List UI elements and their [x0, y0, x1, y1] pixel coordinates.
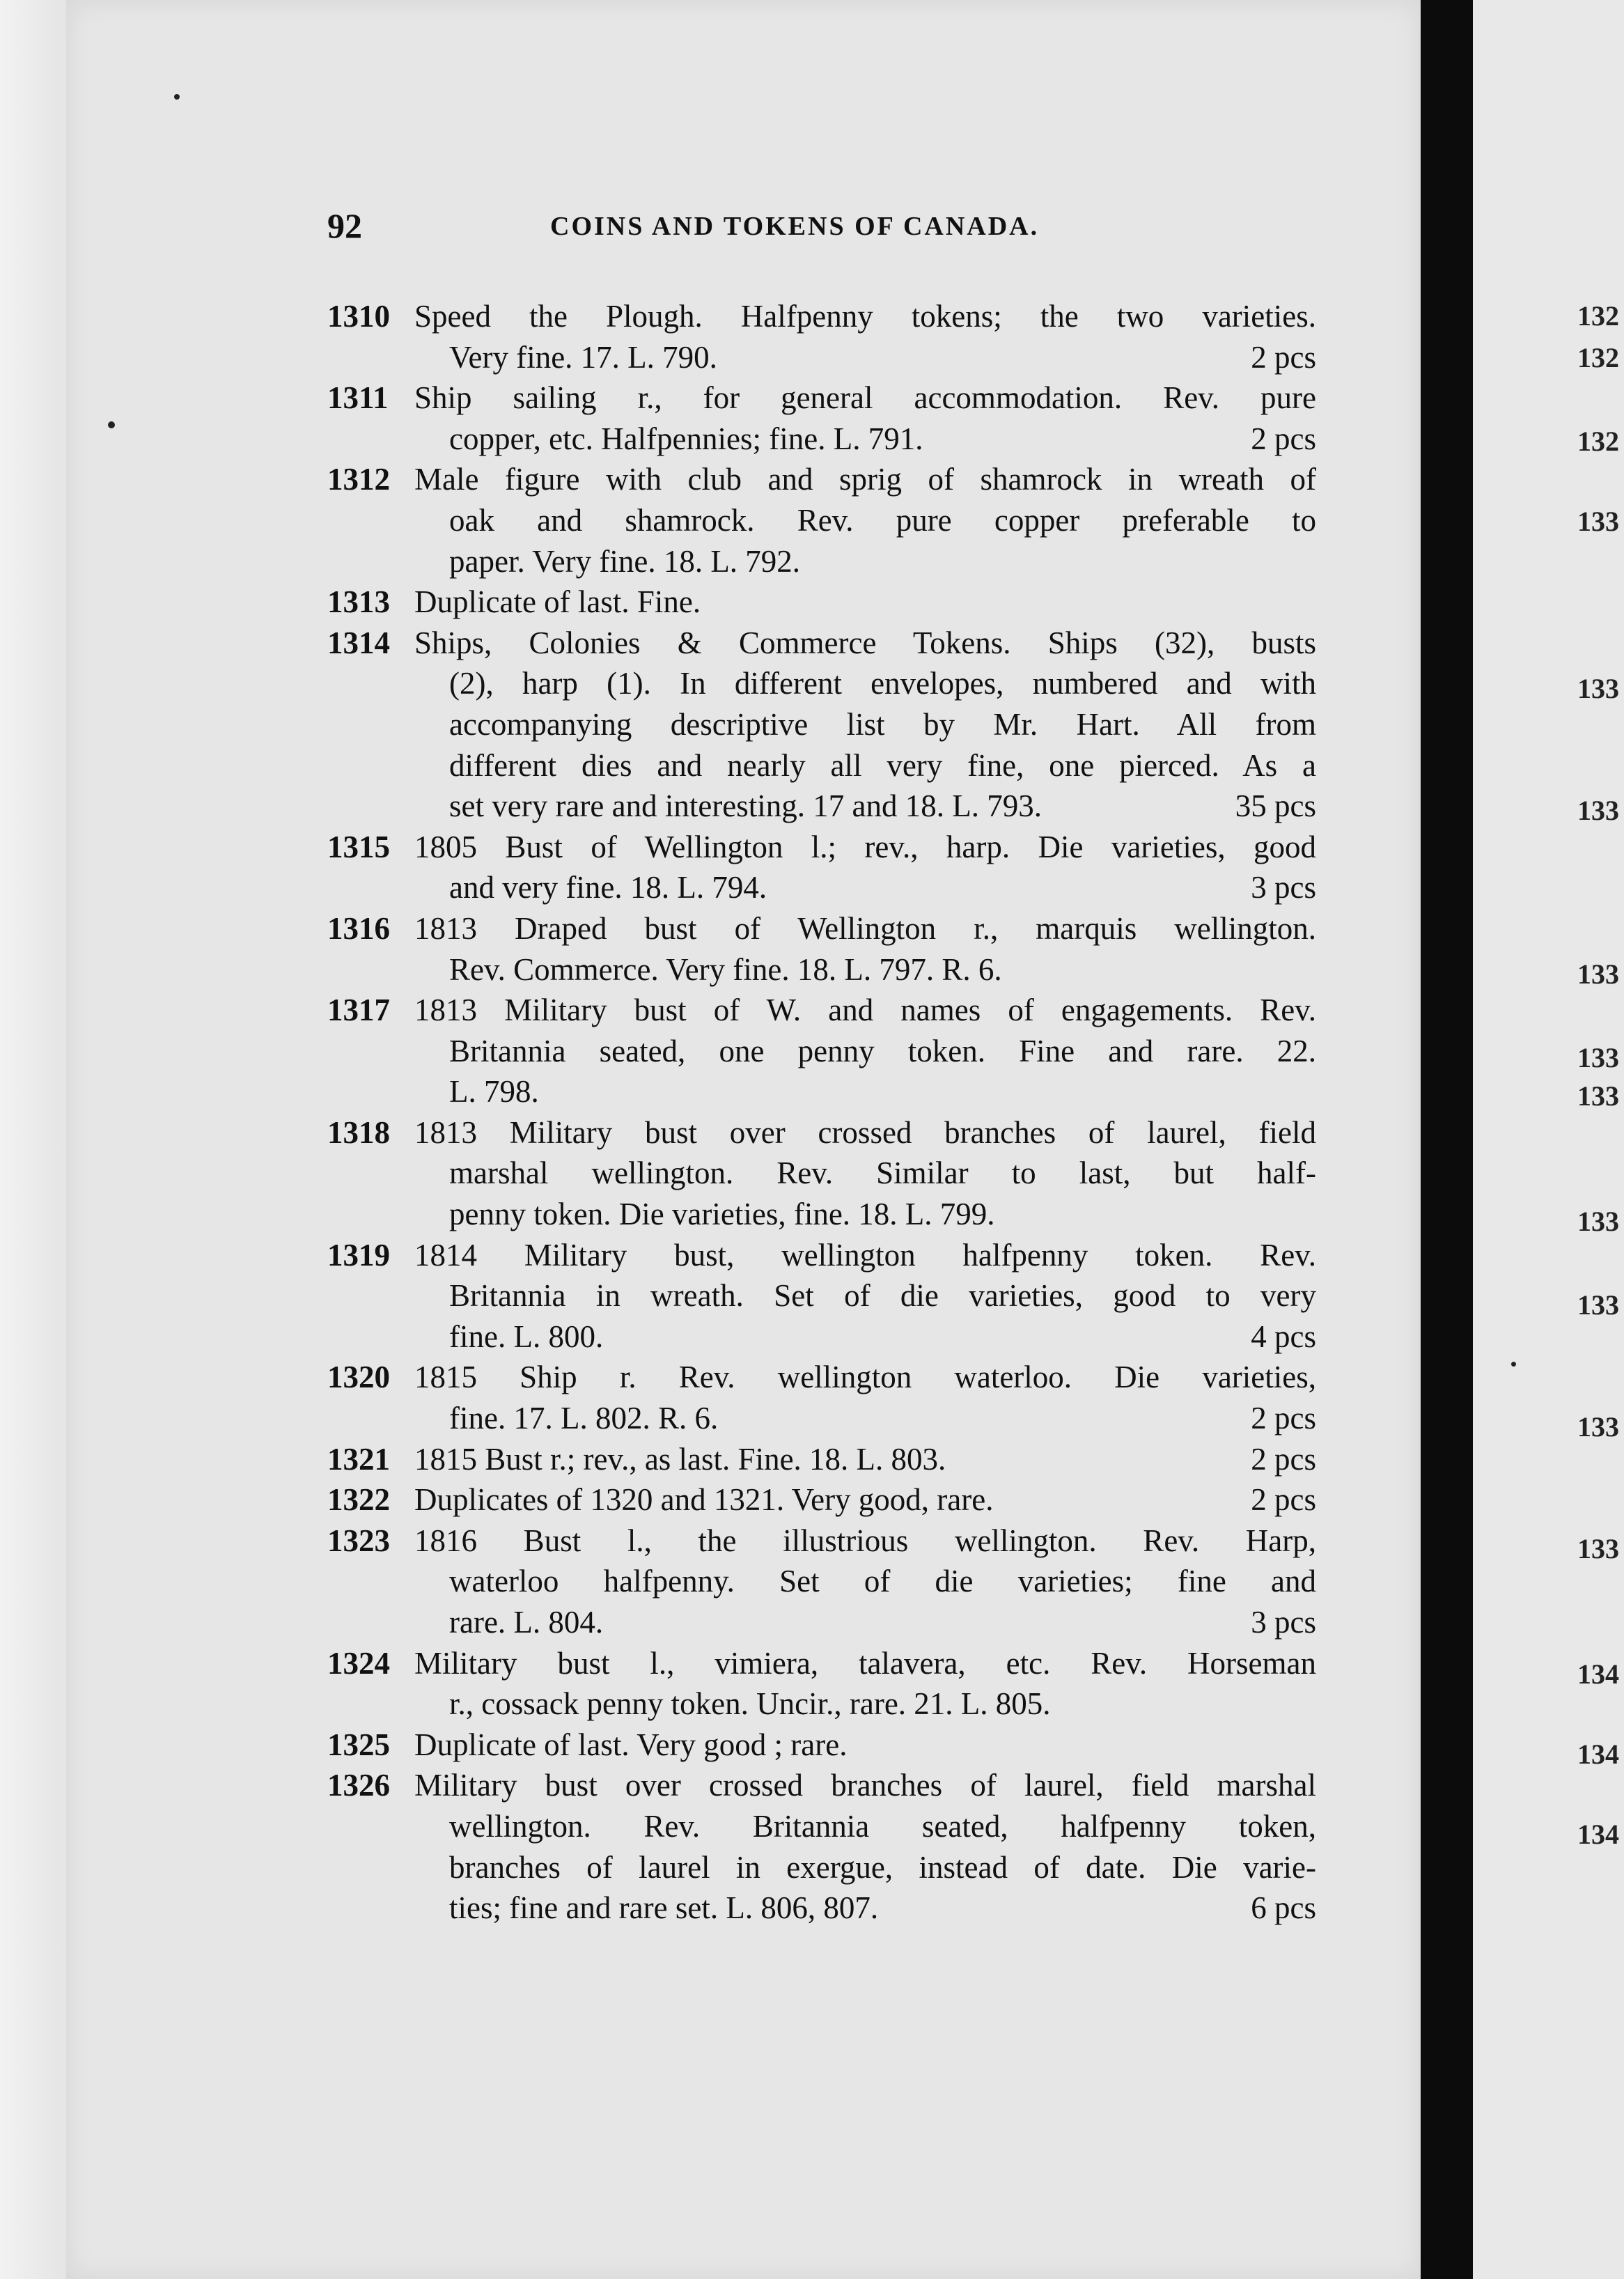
entry-text: 1815 Ship r. Rev. wellington waterloo. Die varieties,	[414, 1360, 1316, 1395]
entry-text: Ships, Colonies & Commerce Tokens. Ships (32), busts	[414, 625, 1316, 660]
lot-number: 1319	[327, 1237, 390, 1273]
entry-line	[327, 1439, 1316, 1480]
entry-line	[327, 1112, 1316, 1153]
entry-text: paper. Very fine. 18. L. 792.	[449, 543, 801, 579]
lot-number: 1316	[327, 910, 390, 946]
entry-line	[327, 1847, 1316, 1888]
book-spine	[1421, 0, 1473, 2279]
quantity: 4 pcs	[1251, 1319, 1316, 1354]
entry-text: L. 798.	[449, 1074, 539, 1110]
quantity: 2 pcs	[1251, 1482, 1316, 1518]
entry-line	[327, 1561, 1316, 1602]
entry-text: Duplicate of last. Very good ; rare.	[414, 1727, 848, 1762]
entry-line	[327, 663, 1316, 704]
lot-number: 1311	[327, 380, 389, 416]
entry-text: 1813 Draped bust of Wellington r., marquis wellington.	[414, 910, 1316, 946]
ink-speck	[108, 421, 115, 428]
adjacent-lot-number: 134	[1577, 1739, 1619, 1770]
catalogue-entry	[327, 1235, 1316, 1358]
quantity: 2 pcs	[1251, 1441, 1316, 1477]
entry-line	[327, 337, 1316, 378]
entry-text: oak and shamrock. Rev. pure copper preferable to	[449, 502, 1316, 538]
entry-line	[327, 745, 1316, 786]
entry-line	[327, 1357, 1316, 1398]
entry-line	[327, 1643, 1316, 1684]
entry-line	[327, 1235, 1316, 1276]
adjacent-lot-number: 133	[1577, 1289, 1619, 1321]
entry-text: 1815 Bust r.; rev., as last. Fine. 18. L. 803.	[414, 1441, 946, 1477]
adjacent-lot-number: 133	[1577, 1042, 1619, 1073]
entry-text: Britannia seated, one penny token. Fine and rare. 22.	[449, 1033, 1316, 1068]
entry-line	[327, 990, 1316, 1031]
page-header	[327, 205, 1323, 254]
entry-text: 1813 Military bust over crossed branches of laurel, field	[414, 1114, 1316, 1150]
entry-text: accompanying descriptive list by Mr. Hart. All from	[449, 706, 1316, 742]
entry-text: Very fine. 17. L. 790.	[449, 339, 717, 375]
entry-text: 1814 Military bust, wellington halfpenny token. Rev.	[414, 1237, 1316, 1273]
catalogue-entry	[327, 990, 1316, 1112]
adjacent-lot-number: 133	[1577, 795, 1619, 826]
catalogue-entry	[327, 827, 1316, 908]
entry-text: Rev. Commerce. Very fine. 18. L. 797. R. 6.	[449, 951, 1002, 987]
quantity: 6 pcs	[1251, 1890, 1316, 1926]
entry-text: ties; fine and rare set. L. 806, 807.	[449, 1890, 879, 1926]
lot-number: 1323	[327, 1523, 390, 1558]
ink-speck	[174, 94, 180, 100]
lot-number: 1322	[327, 1482, 390, 1518]
catalogue-entry	[327, 459, 1316, 582]
entry-line	[327, 378, 1316, 419]
adjacent-lot-number: 133	[1577, 1411, 1619, 1442]
entry-line	[327, 296, 1316, 337]
entry-text: Military bust over crossed branches of laurel, field marshal	[414, 1768, 1316, 1803]
lot-number: 1315	[327, 829, 390, 864]
entry-line	[327, 867, 1316, 908]
page-number: 92	[327, 206, 362, 245]
entry-text: fine. 17. L. 802. R. 6.	[449, 1401, 719, 1436]
quantity: 3 pcs	[1251, 1605, 1316, 1640]
quantity: 2 pcs	[1251, 339, 1316, 375]
adjacent-lot-number: 133	[1577, 1206, 1619, 1237]
entry-text: different dies and nearly all very fine, one pierced. As a	[449, 747, 1316, 783]
quantity: 2 pcs	[1251, 421, 1316, 456]
lot-number: 1310	[327, 299, 390, 334]
entry-line	[327, 1765, 1316, 1806]
catalogue-entries	[327, 296, 1316, 1929]
entry-line	[327, 541, 1316, 582]
entry-text: Britannia in wreath. Set of die varieties, good to very	[449, 1278, 1316, 1314]
catalogue-entry	[327, 1725, 1316, 1766]
entry-line	[327, 1153, 1316, 1194]
adjacent-lot-number: 132	[1577, 300, 1619, 332]
entry-text: waterloo halfpenny. Set of die varieties; fine and	[449, 1564, 1316, 1599]
catalogue-entry	[327, 1643, 1316, 1725]
entry-text: Duplicates of 1320 and 1321. Very good, rare.	[414, 1482, 994, 1518]
entry-text: rare. L. 804.	[449, 1605, 604, 1640]
entry-line	[327, 459, 1316, 500]
entry-text: set very rare and interesting. 17 and 18. L. 793.	[449, 788, 1043, 824]
adjacent-lot-number: 132	[1577, 342, 1619, 373]
entry-line	[327, 1683, 1316, 1725]
entry-text: 1813 Military bust of W. and names of engagements. Rev.	[414, 993, 1316, 1028]
entry-line	[327, 419, 1316, 460]
adjacent-lot-number: 134	[1577, 1819, 1619, 1850]
page-left-margin	[0, 0, 70, 2279]
entry-line	[327, 1316, 1316, 1358]
entry-line	[327, 1194, 1316, 1235]
entry-line	[327, 1725, 1316, 1766]
entry-text: (2), harp (1). In different envelopes, numbered and with	[449, 666, 1316, 701]
entry-text: Military bust l., vimiera, talavera, etc. Rev. Horseman	[414, 1645, 1316, 1681]
entry-text: Male figure with club and sprig of shamrock in wreath of	[414, 462, 1316, 497]
entry-text: wellington. Rev. Britannia seated, halfpenny token,	[449, 1808, 1316, 1844]
adjacent-lot-number: 133	[1577, 673, 1619, 704]
lot-number: 1324	[327, 1645, 390, 1681]
running-head: COINS AND TOKENS OF CANADA.	[550, 212, 1040, 241]
entry-line	[327, 1520, 1316, 1562]
catalogue-entry	[327, 1520, 1316, 1643]
lot-number: 1312	[327, 462, 390, 497]
entry-line	[327, 1275, 1316, 1316]
quantity: 35 pcs	[1235, 788, 1316, 824]
entry-line	[327, 1602, 1316, 1643]
catalogue-entry	[327, 378, 1316, 459]
adjacent-lot-number: 133	[1577, 1533, 1619, 1564]
entry-line	[327, 786, 1316, 827]
lot-number: 1313	[327, 584, 390, 620]
entry-text: fine. L. 800.	[449, 1319, 604, 1354]
entry-text: copper, etc. Halfpennies; fine. L. 791.	[449, 421, 923, 456]
entry-line	[327, 1888, 1316, 1929]
entry-text: marshal wellington. Rev. Similar to last, but half-	[449, 1156, 1316, 1191]
catalogue-entry	[327, 1439, 1316, 1480]
entry-line	[327, 704, 1316, 745]
entry-text: 1805 Bust of Wellington l.; rev., harp. Die varieties, good	[414, 829, 1316, 864]
quantity: 3 pcs	[1251, 870, 1316, 905]
catalogue-entry	[327, 296, 1316, 378]
entry-line	[327, 1398, 1316, 1439]
catalogue-entry	[327, 1357, 1316, 1438]
entry-text: penny token. Die varieties, fine. 18. L. 799.	[449, 1197, 995, 1232]
entry-line	[327, 1031, 1316, 1072]
adjacent-lot-number: 134	[1577, 1658, 1619, 1690]
entry-line	[327, 1479, 1316, 1520]
adjacent-lot-number: 133	[1577, 506, 1619, 537]
entry-text: branches of laurel in exergue, instead of date. Die varie-	[449, 1849, 1316, 1885]
lot-number: 1321	[327, 1441, 390, 1477]
catalogue-entry	[327, 1479, 1316, 1520]
ink-speck	[1511, 1362, 1516, 1367]
catalogue-entry	[327, 908, 1316, 990]
lot-number: 1317	[327, 993, 390, 1028]
entry-line	[327, 949, 1316, 990]
adjacent-lot-number: 133	[1577, 958, 1619, 990]
entry-text: r., cossack penny token. Uncir., rare. 21. L. 805.	[449, 1686, 1051, 1722]
entry-line	[327, 500, 1316, 541]
lot-number: 1325	[327, 1727, 390, 1762]
lot-number: 1318	[327, 1114, 390, 1150]
entry-text: 1816 Bust l., the illustrious wellington. Rev. Harp,	[414, 1523, 1316, 1558]
entry-line	[327, 623, 1316, 664]
catalogue-entry	[327, 582, 1316, 623]
quantity: 2 pcs	[1251, 1401, 1316, 1436]
entry-text: and very fine. 18. L. 794.	[449, 870, 767, 905]
lot-number: 1320	[327, 1360, 390, 1395]
entry-line	[327, 827, 1316, 868]
adjacent-lot-number: 132	[1577, 426, 1619, 457]
catalogue-entry	[327, 623, 1316, 827]
catalogue-entry	[327, 1112, 1316, 1235]
entry-line	[327, 1806, 1316, 1847]
entry-text: Ship sailing r., for general accommodation. Rev. pure	[414, 380, 1316, 416]
entry-text: Duplicate of last. Fine.	[414, 584, 701, 620]
catalogue-entry	[327, 1765, 1316, 1928]
entry-line	[327, 908, 1316, 949]
entry-text: Speed the Plough. Halfpenny tokens; the two varieties.	[414, 299, 1316, 334]
adjacent-lot-number: 133	[1577, 1080, 1619, 1112]
lot-number: 1326	[327, 1768, 390, 1803]
entry-line	[327, 1071, 1316, 1112]
entry-line	[327, 582, 1316, 623]
lot-number: 1314	[327, 625, 390, 660]
